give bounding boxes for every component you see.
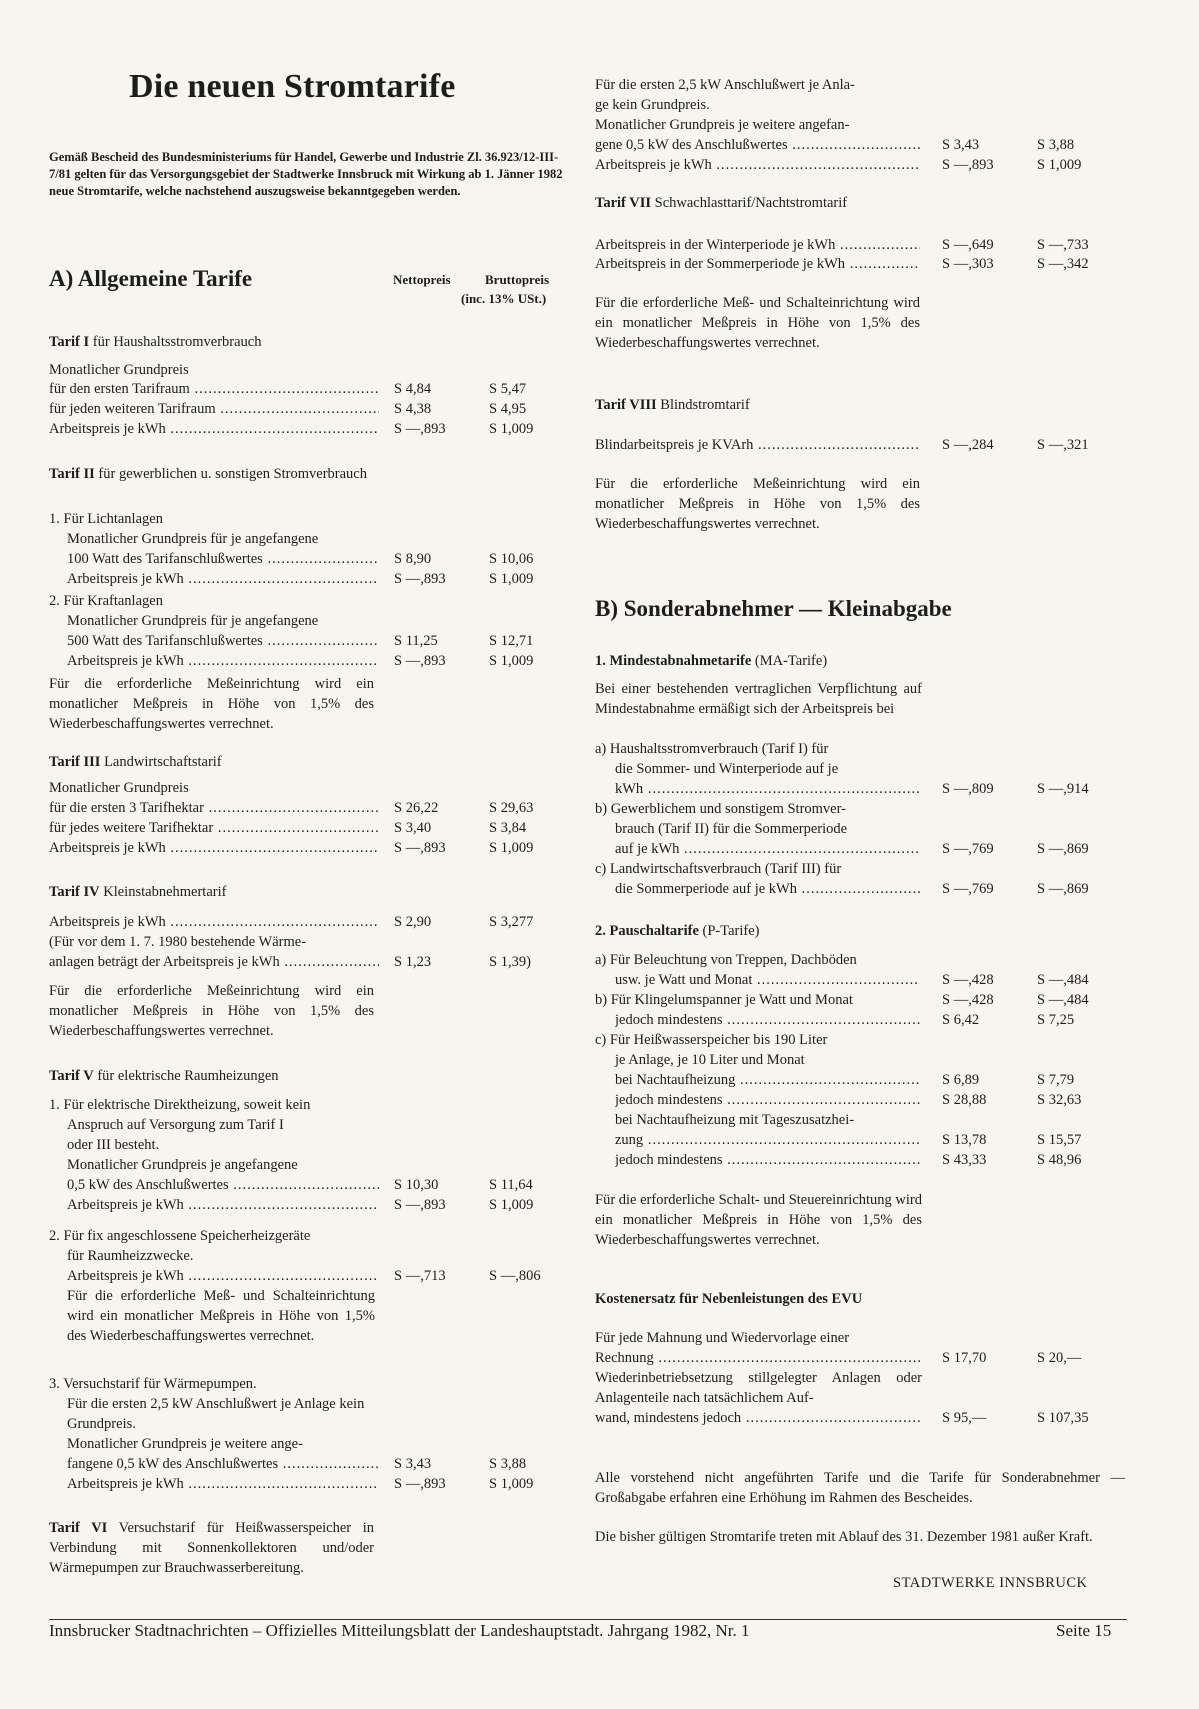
closing-2: Die bisher gültigen Stromtarife treten mit Ablauf des 31. Dezember 1981 außer Kraft. [595,1529,1093,1545]
tarif4-row: anlagen beträgt der Arbeitspreis je kWh ..... S 1,23 S 1,39) [49,952,569,972]
tarif5-item2: für Raumheizzwecke. [67,1248,194,1264]
section-a-heading: A) Allgemeine Tarife [49,266,253,291]
tarif7-row: Arbeitspreis in der Sommerperiode je kWh ..... S —,303 S —,342 [595,254,1125,274]
tarif8-note: Für die erforderliche Meßeinrichtung wird ein monatlicher Meßpreis in Höhe von 1,5% des Wiederbeschaffungswertes verrechnet. [595,476,920,532]
ma-row: auf je kWh ..... S —,769 S —,869 [615,839,1125,859]
tarif5-item3: Monatlicher Grundpreis je weitere ange- [67,1436,303,1452]
p-row: usw. je Watt und Monat ..... S —,428 S —,484 [615,970,1125,990]
tarif1-row: für jeden weiteren Tarifraum ..... S 4,38 S 4,95 [49,399,569,419]
footer-publication: Innsbrucker Stadtnachrichten – Offizielles Mitteilungsblatt der Landeshauptstadt. Jahrgang 1982, Nr. 1 [49,1621,750,1640]
tarif2-item1: 1. Für Lichtanlagen [49,511,163,527]
col-net-header: Nettopreis [393,272,451,287]
intro-paragraph: Gemäß Bescheid des Bundesministeriums für Handel, Gewerbe und Industrie Zl. 36.923/12-III-7/81 gelten für das Versorgungsgebiet der Stadtwerke Innsbruck mit Wirkung ab 1. Jänner 1982 neue Stromtarife, welche nachstehend auszugsweise bekanntgegeben werden. [49,150,563,198]
p-row: bei Nachtaufheizung ..... S 6,89 S 7,79 [615,1070,1125,1090]
p-row: jedoch mindestens ..... S 6,42 S 7,25 [615,1010,1125,1030]
footer-page: Seite 15 [1056,1621,1112,1640]
tarif8-row: Blindarbeitspreis je KVArh ..... S —,284 S —,321 [595,435,1125,455]
ma-a: a) Haushaltsstromverbrauch (Tarif I) für [595,741,829,757]
tarif3-row: Arbeitspreis je kWh ..... S —,893 S 1,009 [49,838,569,858]
tarif6-cont: ge kein Grundpreis. [595,97,710,113]
p-note: Für die erforderliche Schalt- und Steuereinrichtung wird ein monatlicher Meßpreis in Höhe von 1,5% des Wiederbeschaffungswertes verrechnet. [595,1192,922,1248]
signature-text: STADTWERKE INNSBRUCK [893,1575,1088,1591]
tarif5-item2-note: Für die erforderliche Meß- und Schalteinrichtung wird ein monatlicher Meßpreis in Höhe von 1,5% des Wiederbeschaffungswertes verrechnet. [67,1288,375,1344]
ma-row: die Sommerperiode auf je kWh ..... S —,769 S —,869 [615,879,1125,899]
ma-a: die Sommer- und Winterperiode auf je [615,761,839,777]
page-title: Die neuen Stromtarife [129,68,456,105]
tarif3-sub: Monatlicher Grundpreis [49,780,189,796]
k-text: Wiederinbetriebsetzung stillgelegter Anlagen oder Anlagenteile nach tatsächlichem Auf- [595,1370,922,1406]
tarif4-note: Für die erforderliche Meßeinrichtung wird ein monatlicher Meßpreis in Höhe von 1,5% des Wiederbeschaffungswertes verrechnet. [49,983,374,1039]
p-row: b) Für Klingelumspanner je Watt und Monat S —,428 S —,484 [595,992,1089,1008]
tarif4-pre: (Für vor dem 1. 7. 1980 bestehende Wärme- [49,934,307,950]
ma-b: b) Gewerblichem und sonstigem Stromver- [595,801,846,817]
ma-title: 1. Mindestabnahmetarife (MA-Tarife) [595,653,828,669]
tarif5-row: 0,5 kW des Anschlußwertes ..... S 10,30 S 11,64 [67,1175,569,1195]
tarif1-row: Arbeitspreis je kWh ..... S —,893 S 1,009 [49,419,569,439]
p-c: c) Für Heißwasserspeicher bis 190 Liter [595,1032,828,1048]
tarif2-heading: Tarif II für gewerblichen u. sonstigen Stromverbrauch [49,466,367,482]
tarif1-heading: Tarif I für Haushaltsstromverbrauch [49,334,262,350]
tarif5-item3: 3. Versuchstarif für Wärmepumpen. [49,1376,257,1392]
tarif4-row: Arbeitspreis je kWh ..... S 2,90 S 3,277 [49,912,569,932]
tarif4-heading: Tarif IV Kleinstabnehmertarif [49,884,227,900]
tarif5-row: fangene 0,5 kW des Anschlußwertes ..... S 3,43 S 3,88 [67,1454,569,1474]
k-title: Kostenersatz für Nebenleistungen des EVU [595,1291,863,1307]
footer-rule [49,1619,1127,1620]
p-row: jedoch mindestens ..... S 43,33 S 48,96 [615,1150,1125,1170]
tarif5-heading: Tarif V für elektrische Raumheizungen [49,1068,279,1084]
tarif5-item1: Monatlicher Grundpreis je angefangene [67,1157,298,1173]
ma-row: kWh ..... S —,809 S —,914 [615,779,1125,799]
tarif3-row: für die ersten 3 Tarifhektar ..... S 26,22 S 29,63 [49,798,569,818]
tarif2-row: Arbeitspreis je kWh ..... S —,893 S 1,009 [67,569,569,589]
tarif6-heading: Tarif VI Versuchstarif für Heißwasserspeicher in Verbindung mit Sonnenkollektoren und/oder Wärmepumpen zur Brauchwasserbereitung. [49,1520,374,1576]
tarif5-row: Arbeitspreis je kWh ..... S —,893 S 1,009 [67,1474,569,1494]
p-title: 2. Pauschaltarife (P-Tarife) [595,923,760,939]
col-gross-header: Bruttopreis [485,272,550,287]
tarif8-heading: Tarif VIII Blindstromtarif [595,397,750,413]
p-row: jedoch mindestens ..... S 28,88 S 32,63 [615,1090,1125,1110]
tarif2-item2: 2. Für Kraftanlagen [49,593,163,609]
section-b-heading: B) Sonderabnehmer — Kleinabgabe [595,596,952,621]
tarif2-item2-text: Monatlicher Grundpreis für je angefangene [67,613,319,629]
tarif6-cont: Für die ersten 2,5 kW Anschlußwert je Anla- [595,77,855,93]
ma-intro: Bei einer bestehenden vertraglichen Verpflichtung auf Mindestabnahme ermäßigt sich der Arbeitspreis bei [595,681,922,717]
tarif2-row: Arbeitspreis je kWh ..... S —,893 S 1,009 [67,651,569,671]
tarif7-heading: Tarif VII Schwachlasttarif/Nachtstromtarif [595,195,848,211]
p-a: a) Für Beleuchtung von Treppen, Dachböden [595,952,857,968]
tarif5-row: Arbeitspreis je kWh ..... S —,713 S —,806 [67,1266,569,1286]
col-gross-note: (inc. 13% USt.) [461,291,547,306]
tarif5-item1: Anspruch auf Versorgung zum Tarif I [67,1117,284,1133]
tarif6-row: Arbeitspreis je kWh ..... S —,893 S 1,009 [595,155,1125,175]
tarif7-row: Arbeitspreis in der Winterperiode je kWh ..... S —,649 S —,733 [595,235,1125,255]
k-row: wand, mindestens jedoch ..... S 95,— S 107,35 [595,1408,1125,1428]
tarif2-item1-text: Monatlicher Grundpreis für je angefangene [67,531,319,547]
tarif1-row: für den ersten Tarifraum ..... S 4,84 S 5,47 [49,379,569,399]
p-row: zung ..... S 13,78 S 15,57 [615,1130,1125,1150]
tarif5-item1: 1. Für elektrische Direktheizung, soweit kein [49,1097,311,1113]
tarif5-item3: Für die ersten 2,5 kW Anschlußwert je Anlage kein Grundpreis. [67,1396,365,1432]
p-c: bei Nachtaufheizung mit Tageszusatzhei- [615,1112,855,1128]
tarif3-row: für jedes weitere Tarifhektar ..... S 3,40 S 3,84 [49,818,569,838]
tarif6-row: gene 0,5 kW des Anschlußwertes ..... S 3,43 S 3,88 [595,135,1125,155]
tarif2-note: Für die erforderliche Meßeinrichtung wird ein monatlicher Meßpreis in Höhe von 1,5% des Wiederbeschaffungswertes verrechnet. [49,676,374,732]
tarif2-row: 500 Watt des Tarifanschlußwertes ..... S 11,25 S 12,71 [67,631,569,651]
tarif1-sub: Monatlicher Grundpreis [49,362,189,378]
tarif6-cont: Monatlicher Grundpreis je weitere angefan- [595,117,850,133]
tarif3-heading: Tarif III Landwirtschaftstarif [49,754,222,770]
k-row: Rechnung ..... S 17,70 S 20,— [595,1348,1125,1368]
tarif5-row: Arbeitspreis je kWh ..... S —,893 S 1,009 [67,1195,569,1215]
tarif5-item2: 2. Für fix angeschlossene Speicherheizgeräte [49,1228,311,1244]
ma-b: brauch (Tarif II) für die Sommerperiode [615,821,848,837]
ma-c: c) Landwirtschaftsverbrauch (Tarif III) für [595,861,842,877]
p-c: je Anlage, je 10 Liter und Monat [615,1052,805,1068]
tarif5-item1: oder III besteht. [67,1137,160,1153]
closing-1: Alle vorstehend nicht angeführten Tarife und die Tarife für Sonderabnehmer — Großabgabe erfahren eine Erhöhung im Rahmen des Bescheides. [595,1470,1125,1506]
k-text: Für jede Mahnung und Wiedervorlage einer [595,1330,850,1346]
tarif2-row: 100 Watt des Tarifanschlußwertes ..... S 8,90 S 10,06 [67,549,569,569]
tarif7-note: Für die erforderliche Meß- und Schalteinrichtung wird ein monatlicher Meßpreis in Höhe von 1,5% des Wiederbeschaffungswertes verrechnet. [595,295,920,351]
